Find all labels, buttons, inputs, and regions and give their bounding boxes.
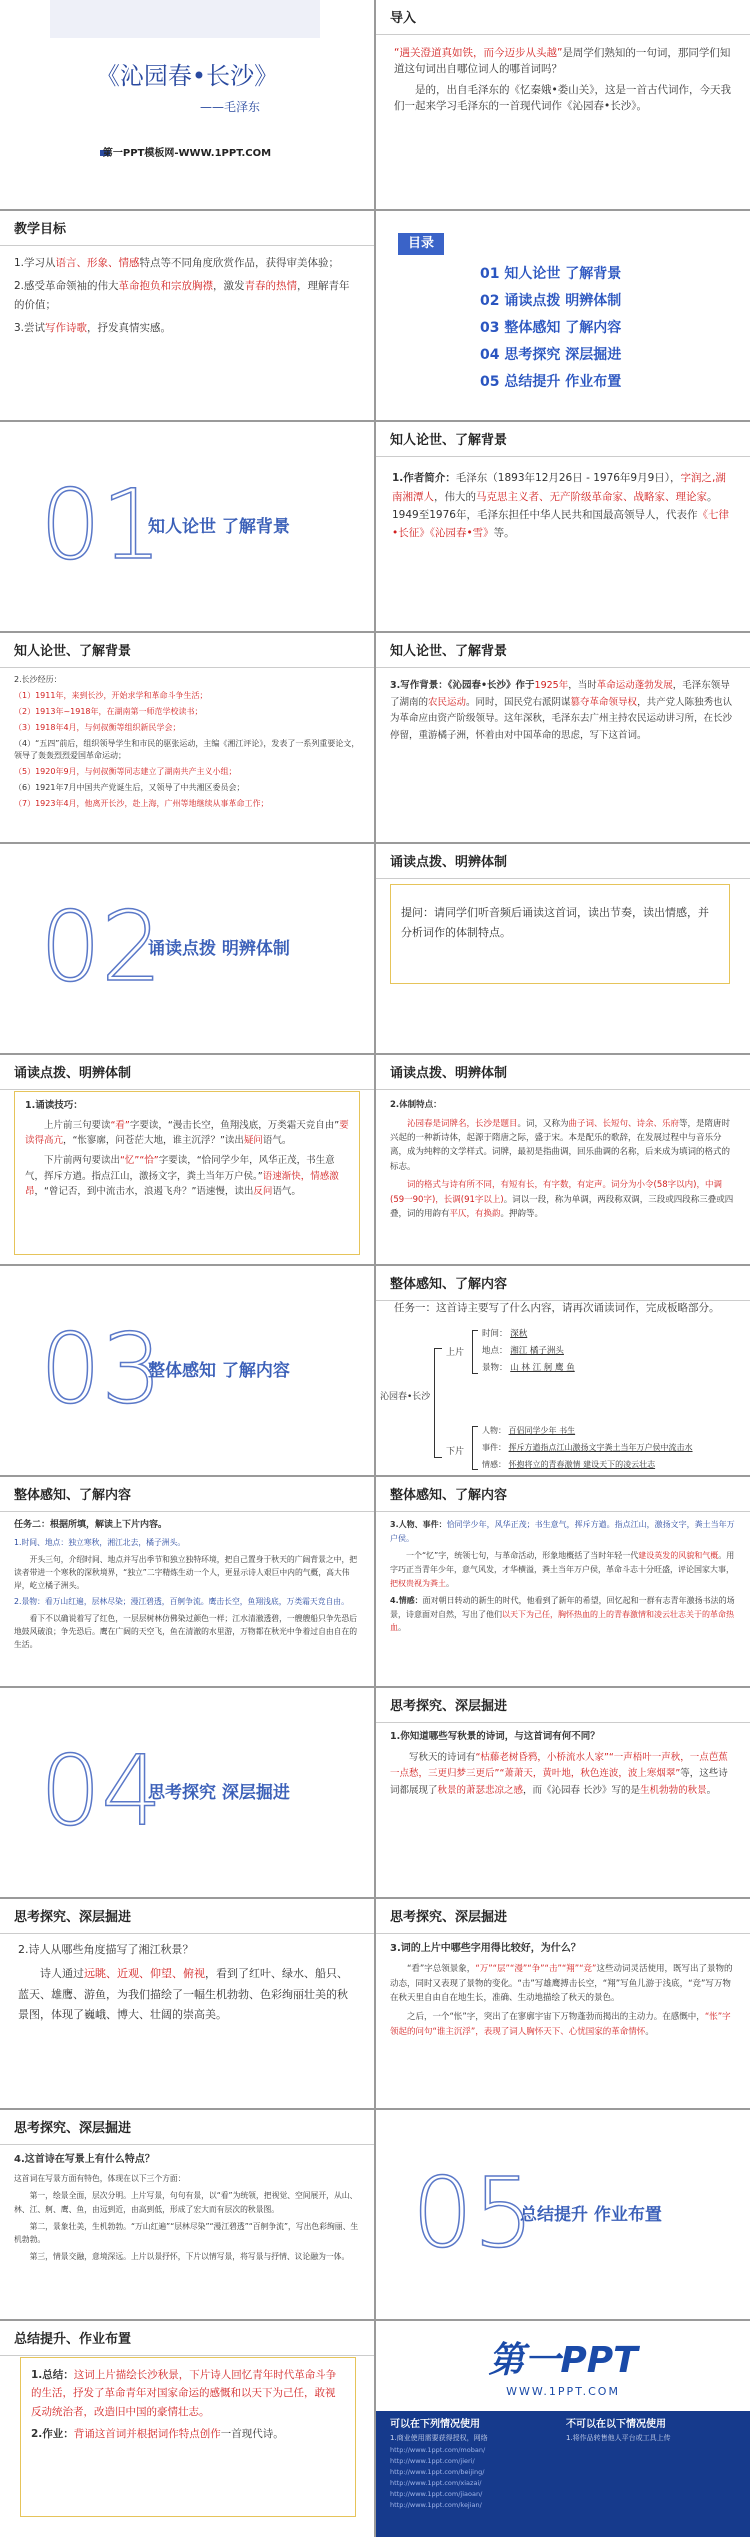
toc-item[interactable]: 03 整体感知 了解内容: [480, 320, 622, 336]
slide-goals: [0, 211, 374, 420]
slide-credits: [376, 2321, 750, 2537]
cover-band: [50, 0, 320, 38]
history-item: （2）1913年~1918年，在湖南第一师范学校读书；: [14, 707, 203, 717]
summary-box: 1.总结：这词上片描绘长沙秋景，下片诗人回忆青年时代革命斗争的生活，抒发了革命青年对国家命运的感慨和以天下为己任，敢视反动统治者，改造旧中国的豪情壮志。 2.作业：背诵这首词并根据词作特点创作一首现代诗。: [20, 2357, 356, 2517]
slide-title-cover: [0, 0, 374, 209]
logo-text: 第一PPT: [488, 2340, 638, 2381]
up-branch: 时间： 深秋 地点： 湘江 橘子洲头 景物： 山 林 江 舸 鹰 鱼: [482, 1329, 575, 1373]
slide-content-1: [0, 1477, 374, 1686]
slide-heading: 整体感知、了解内容: [0, 1477, 374, 1512]
link[interactable]: http://www.1ppt.com/beijing/: [390, 2468, 485, 2476]
link[interactable]: http://www.1ppt.com/jiaoan/: [390, 2490, 483, 2498]
history-list: 2.长沙经历： （1）1911年，来到长沙，开始求学和革命斗争生活； （2）1913年~1918年，在湖南第一师范学校读书； （3）1918年4月，与何叔衡等组织新民学会； （4）“五四”前后，组织领导学生和市民的驱张运动，主编《湘江评论》，发表了一系列重要论文，领导了轰轰烈烈爱国革命运动； （5）1920年9月，与何叔衡等同志建立了湖南共产主义小组； （6）1921年7月中国共产党诞生后，又领导了中共湘区委员会； （7）1923年4月，他离开长沙，赴上海，广州等地继续从事革命工作；: [14, 675, 360, 809]
history-item: （7）1923年4月，他离开长沙，赴上海，广州等地继续从事革命工作；: [14, 799, 269, 809]
history-item: （5）1920年9月，与何叔衡等同志建立了湖南共产主义小组；: [14, 767, 237, 777]
usage-note: 1.将作品转售他人平台或工具上传: [566, 2434, 671, 2442]
cover-title: 《沁园春•长沙》: [95, 62, 279, 90]
section-number: 05: [412, 2157, 535, 2269]
slide-heading: 诵读点拨、明辨体制: [0, 1055, 374, 1090]
map-root: 沁园春•长沙: [380, 1392, 431, 1402]
cover-footer: 第一PPT模板网-WWW.1PPT.COM: [102, 148, 272, 159]
section-number: 04: [40, 1735, 163, 1847]
slide-explore-2: [0, 1899, 374, 2108]
section-number: 02: [40, 891, 163, 1003]
usage-heading: 不可以在以下情况使用: [566, 2419, 666, 2430]
content-text: 任务二：根据所填，解读上下片内容。 1.时间、地点：独立寒秋，湘江北去，橘子洲头。 开头三句，介绍时间、地点并写出季节和独立独特环境，把自己置身于秋天的广阔背景之中，把读者带进一个寒秋的深秋境界，“独立”二字精炼生动一个人，更显示诗人艰巨中内的气概，高大伟岸，屹立橘子洲头。 2.景物：看万山红遍，层林尽染；漫江碧透，百舸争流。鹰击长空，鱼翔浅底，万类霜天竞自由。 看下不以确说着写了红色，一层层树林仿佛染过颜色一样；江水清澈透碧，一艘艘船只争先恐后地鼓风破浪；争先恐后。鹰在广阔的天空飞，鱼在清澈的水里游，万物都在秋光中争着过自由自在的生活。: [14, 1520, 358, 1649]
map-up: 上片: [446, 1348, 465, 1358]
usage-heading: 可以在下列情况使用: [390, 2419, 480, 2430]
slide-reading-prompt: [376, 844, 750, 1053]
slide-section-01: [0, 422, 374, 631]
section-heading: 思考探究 深层掘进: [148, 1783, 290, 1803]
toc-item[interactable]: 01 知人论世 了解背景: [480, 266, 622, 282]
toc-label: 目录: [398, 233, 444, 255]
section-heading: 知人论世 了解背景: [148, 517, 290, 537]
slide-summary: [0, 2321, 374, 2537]
slide-heading: 思考探究、深层掘进: [376, 1899, 750, 1934]
section-heading: 诵读点拨 明辨体制: [148, 939, 290, 959]
tips-box: 1.诵读技巧： 上片前三句要读“看”字要读，“漫击长空，鱼翔浅底，万类霜天竞自由”要读得高亢，“怅寥廓，问苍茫大地，谁主沉浮？”读出疑问语气。 下片前两句要读出“忆”“恰”字要读，“恰同学少年，风华正茂，书生意气，挥斥方遒。指点江山，激扬文字，粪土当年万户侯。”语速渐快，情感激昂，“曾记否，到中流击水，浪遏飞舟？”语速慢，读出反问语气。: [14, 1091, 360, 1255]
slide-heading: 整体感知、了解内容: [376, 1266, 750, 1301]
slide-changsha-history: [0, 633, 374, 842]
goal-3: 3.尝试写作诗歌，抒发真情实感。: [14, 321, 172, 334]
slide-heading: 思考探究、深层掘进: [0, 2110, 374, 2145]
link-list: [390, 2445, 485, 2511]
slide-content-2: [376, 1477, 750, 1686]
prompt-box: 提问：请同学们听音频后诵读这首词，读出节奏，读出情感，并分析词作的体制特点。: [390, 884, 730, 984]
slide-section-04: [0, 1688, 374, 1897]
brace: [434, 1348, 442, 1458]
slide-heading: 导入: [376, 0, 750, 35]
slide-heading: 诵读点拨、明辨体制: [376, 1055, 750, 1090]
intro-text-2: 是的，出自毛泽东的《忆秦娥•娄山关》，这是一首古代词作，今天我们一起来学习毛泽东的一首现代词作《沁园春•长沙》。: [394, 83, 731, 112]
usage-note: 1.商业使用需要获得授权，网络: [390, 2434, 488, 2442]
toc-item[interactable]: 02 诵读点拨 明辨体制: [480, 293, 622, 309]
down-branch: 人物： 百侣同学少年 书生 事件： 挥斥方遒指点江山激扬文字粪土当年万户侯中流击水 情感： 怀抱将立的青春激情 建设天下的凌云壮志: [482, 1426, 693, 1469]
slide-toc: [376, 211, 750, 420]
slide-explore-3: [376, 1899, 750, 2108]
section-number: 03: [40, 1313, 163, 1425]
explore-text: 3.词的上片中哪些字用得比较好，为什么？ “看”字总领景象，“万”“层”“漫”“争”“击”“翔”“竞”这些动词灵活使用，既写出了景物的动态，同时又表现了景物的变化。“击”写雄鹰搏击长空，“翔”写鱼儿游于浅底，“竞”写万物在秋天里自由自在地生长，准确、生动地描绘了秋天的景色。 之后，一个“怅”字，突出了在寥廓宇宙下万物蓬勃而揭出的主动力。在感慨中，“怅”字领起的问句“谁主沉浮”，表现了词人胸怀天下、心忧国家的革命情怀。: [390, 1943, 733, 2038]
history-item: （4）“五四”前后，组织领导学生和市民的驱张运动，主编《湘江评论》，发表了一系列重要论文，领导了轰轰烈烈爱国革命运动；: [14, 739, 360, 761]
brace: [472, 1330, 478, 1374]
history-item: （1）1911年，来到长沙，开始求学和革命斗争生活；: [14, 691, 208, 701]
section-heading: 整体感知 了解内容: [148, 1361, 290, 1381]
slide-explore-1: [376, 1688, 750, 1897]
section-number: 01: [40, 469, 163, 581]
task-text: 任务一：这首诗主要写了什么内容，请再次诵读词作，完成板略部分。: [394, 1302, 720, 1314]
toc-item[interactable]: 04 思考探究 深层掘进: [480, 347, 622, 363]
section-heading: 总结提升 作业布置: [520, 2205, 662, 2225]
cover-author: ——毛泽东: [200, 100, 261, 114]
intro-text: 是周学们熟知的一句词，那同学们知道这句词出自哪位词人的哪首词吗？: [394, 47, 731, 76]
toc-item[interactable]: 05 总结提升 作业布置: [480, 374, 622, 390]
link[interactable]: http://www.1ppt.com/xiazai/: [390, 2479, 482, 2487]
slide-section-02: [0, 844, 374, 1053]
logo-url: WWW.1PPT.COM: [506, 2385, 620, 2398]
slide-mindmap: [376, 1266, 750, 1475]
link[interactable]: http://www.1ppt.com/moban/: [390, 2446, 486, 2454]
toc-list: [480, 261, 621, 396]
slide-intro: [376, 0, 750, 209]
goal-1: 1.学习从语言、形象、情感特点等不同角度欣赏作品，获得审美体验；: [14, 257, 340, 270]
history-item: （6）1921年7月中国共产党诞生后，又领导了中共湘区委员会；: [14, 783, 245, 793]
slide-explore-4: [0, 2110, 374, 2319]
slide-reading-tips: [0, 1055, 374, 1264]
goal-2: 2.感受革命领袖的伟大革命抱负和宗放胸襟，激发青春的热情，理解青年的价值；: [14, 280, 350, 311]
slide-heading: 整体感知、了解内容: [376, 1477, 750, 1512]
slide-heading: 诵读点拨、明辨体制: [376, 844, 750, 879]
slide-heading: 总结提升、作业布置: [0, 2321, 374, 2356]
slide-author: [376, 422, 750, 631]
background-text: 3.写作背景：《沁园春•长沙》作于1925年，当时革命运动蓬勃发展，毛泽东领导了湖南的农民运动。同时，国民党右派阴谋篡夺革命领导权，共产党人陈独秀也认为革命应由资产阶级领导。这年深秋，毛泽东去广州主持农民运动讲习所，在长沙停留，重游橘子洲，怀着由对中国革命的思虑，写下这首词。: [390, 680, 733, 742]
content-text: 3.人物、事件：恰同学少年，风华正茂；书生意气，挥斥方遒。指点江山，激扬文字，粪土当年万户侯。 一个“忆”字，统领七句，与革命活动，形象地概括了当时年轻一代建设英发的风貌和气概。用字巧正当青年少年，意气风发，才华横溢，粪土当年万户侯，革命斗志十分旺盛，评论国家大事，把权贵视为粪土。 4.情感：面对朝日转动的新生的时代，他看到了新年的希望，回忆起和一群有志青年激扬书法的场景，诗意面对自然，写出了他们以天下为己任，胸怀热血的上的青春激情和凌云壮志关于的革命热血。: [390, 1520, 735, 1633]
history-item: （3）1918年4月，与何叔衡等组织新民学会；: [14, 723, 181, 733]
slide-heading: 知人论世、了解背景: [376, 422, 750, 457]
author-text: 1.作者简介：毛泽东（1893年12月26日 - 1976年9月9日），字润之,湖南湘潭人，伟大的马克思主义者、无产阶级革命家、战略家、理论家。1949至1976年，毛泽东担任中华人民共和国最高领导人，代表作《七律•长征》《沁园春•雪》等。: [392, 472, 729, 540]
slide-section-03: [0, 1266, 374, 1475]
slide-section-05: [376, 2110, 750, 2319]
slide-heading: 知人论世、了解背景: [0, 633, 374, 668]
slide-heading: 思考探究、深层掘进: [376, 1688, 750, 1723]
slide-heading: 知人论世、了解背景: [376, 633, 750, 668]
features-text: 2.体制特点： 沁园春是词牌名，长沙是题目。词，又称为曲子词、长短句、诗余、乐府等，是隋唐时兴起的一种新诗体，起源于隋唐之际，盛于宋。本是配乐的歌辞，在发展过程中与音乐分离，成为纯粹的文学样式。词牌，最初是指曲调，回乐曲调的名称，后来成为填词的格式的标志。 词的格式与诗有所不同，有短有长，有字数，有定声。词分为小令(58字以内)，中调(59一90字)，长调(91字以上)。词以一段，称为单调，两段称双调，三段或四段称三叠或四叠，词的用韵有平仄，有换韵。押韵等。: [390, 1100, 734, 1220]
map-down: 下片: [446, 1447, 465, 1457]
link[interactable]: http://www.1ppt.com/kejian/: [390, 2501, 482, 2509]
slide-heading: 思考探究、深层掘进: [0, 1899, 374, 1934]
explore-text: 1.你知道哪些写秋景的诗词，与这首词有何不同？ 写秋天的诗词有“枯藤老树昏鸦，小桥流水人家”“一声梧叶一声秋，一点芭蕉一点愁，三更归梦三更后”“萧萧天，黄叶地，秋色连波，波上寒烟翠”等，这些诗词都展现了秋景的萧瑟悲凉之感，而《沁园春 长沙》写的是生机勃勃的秋景。: [390, 1731, 728, 1797]
slide-form-features: [376, 1055, 750, 1264]
slide-heading: 教学目标: [0, 211, 374, 246]
intro-quote: “遇关澄道真如铁，而今迈步从头越”: [394, 47, 563, 60]
link[interactable]: http://www.1ppt.com/jieri/: [390, 2457, 475, 2465]
explore-text: 2.诗人从哪些角度描写了湘江秋景？ 诗人通过远眺、近观、仰望、俯视，看到了红叶、绿水、船只、蓝天、雄鹰、游鱼，为我们描绘了一幅生机勃勃、色彩绚丽壮美的秋景图，体现了巍峨、博大、壮阔的崇高美。: [18, 1943, 348, 2022]
brace: [472, 1426, 478, 1470]
slide-background: [376, 633, 750, 842]
explore-text: 4.这首诗在写景上有什么特点？ 这首词在写景方面有特色，体现在以下三个方面： 第一，绘景全面，层次分明。上片写景，句句有景，以“看”为统领，把视觉、空间展开，从山、林、江、舸、鹰、鱼，由远到近，由高到低，形成了宏大而有层次的秋景图。 第二，景象壮美，生机勃勃。“万山红遍”“层林尽染”“漫江碧透”“百舸争流”，写出色彩绚丽、生机勃勃。 第三，情景交融，意境深远。上片以景抒怀，下片以情写景，将写景与抒情、议论融为一体。: [14, 2154, 359, 2262]
